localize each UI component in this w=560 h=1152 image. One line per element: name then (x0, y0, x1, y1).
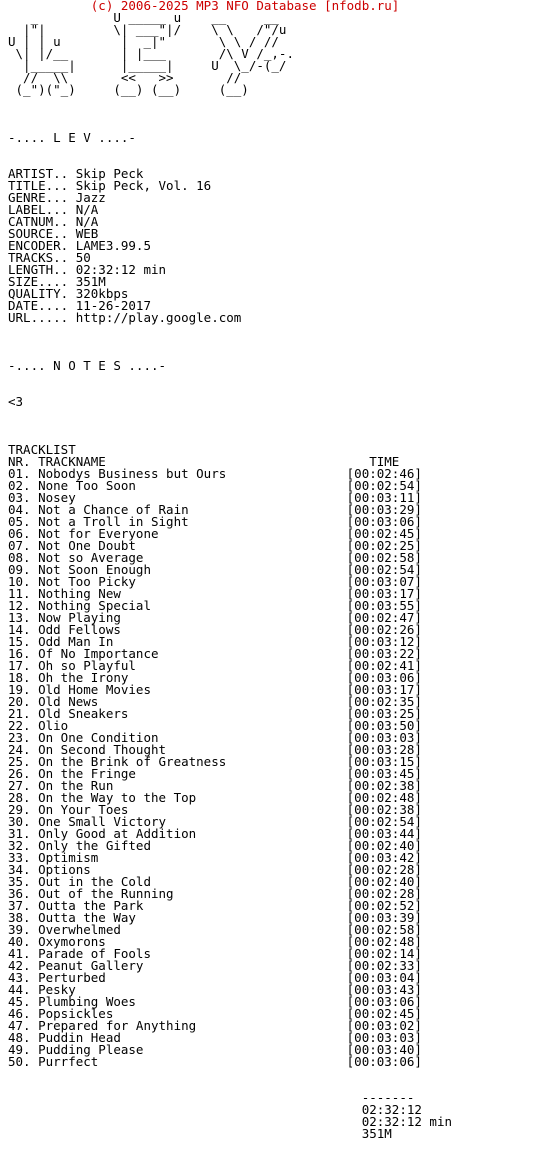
release-info-line: LENGTH.. 02:32:12 min (8, 262, 167, 277)
release-info-line: SIZE.... 351M (8, 274, 106, 289)
ascii-logo-line: U | | u | _|" \ \ / // (8, 34, 279, 49)
track-row: 28. On the Way to the Top [00:02:48] (8, 790, 422, 805)
release-info-line: TITLE... Skip Peck, Vol. 16 (8, 178, 212, 193)
track-row: 49. Pudding Please [00:03:40] (8, 1042, 422, 1057)
track-row: 19. Old Home Movies [00:03:17] (8, 682, 422, 697)
summary-total-size: 351M (8, 1126, 392, 1141)
tracklist-title: TRACKLIST (8, 442, 76, 457)
track-row: 36. Out of the Running [00:02:28] (8, 886, 422, 901)
track-row: 43. Perturbed [00:03:04] (8, 970, 422, 985)
track-row: 09. Not Soon Enough [00:02:54] (8, 562, 422, 577)
track-row: 22. Olio [00:03:50] (8, 718, 422, 733)
track-row: 04. Not a Chance of Rain [00:03:29] (8, 502, 422, 517)
blank-line (8, 384, 452, 396)
track-row: 35. Out in the Cold [00:02:40] (8, 874, 422, 889)
track-row: 46. Popsickles [00:02:45] (8, 1006, 422, 1021)
release-info-line: TRACKS.. 50 (8, 250, 91, 265)
site-header[interactable]: (c) 2006-2025 MP3 NFO Database [nfodb.ru] (8, 0, 400, 13)
track-row: 06. Not for Everyone [00:02:45] (8, 526, 422, 541)
track-row: 01. Nobodys Business but Ours [00:02:46] (8, 466, 422, 481)
blank-line (8, 372, 452, 384)
track-row: 39. Overwhelmed [00:02:58] (8, 922, 422, 937)
notes-text: <3 (8, 394, 24, 409)
release-info-line: DATE.... 11-26-2017 (8, 298, 151, 313)
track-row: 50. Purrfect [00:03:06] (8, 1054, 422, 1069)
track-row: 42. Peanut Gallery [00:02:33] (8, 958, 422, 973)
release-info-line: LABEL... N/A (8, 202, 99, 217)
track-row: 02. None Too Soon [00:02:54] (8, 478, 422, 493)
blank-line (8, 96, 452, 108)
track-row: 38. Outta the Way [00:03:39] (8, 910, 422, 925)
release-info-line: ENCODER. LAME3.99.5 (8, 238, 151, 253)
track-row: 21. Old Sneakers [00:03:25] (8, 706, 422, 721)
release-info-line: URL..... http://play.google.com (8, 310, 242, 325)
track-row: 17. Oh so Playful [00:02:41] (8, 658, 422, 673)
notes-section-title: -.... N O T E S ....- (8, 358, 167, 373)
ascii-logo-line: _ U _____ u __ __ (8, 10, 279, 25)
blank-line (8, 324, 452, 336)
track-row: 15. Odd Man In [00:03:12] (8, 634, 422, 649)
track-row: 44. Pesky [00:03:43] (8, 982, 422, 997)
track-row: 29. On Your Toes [00:02:38] (8, 802, 422, 817)
track-row: 10. Not Too Picky [00:03:07] (8, 574, 422, 589)
track-row: 48. Puddin Head [00:03:03] (8, 1030, 422, 1045)
summary-divider: ------- (8, 1090, 415, 1105)
track-row: 11. Nothing New [00:03:17] (8, 586, 422, 601)
ascii-logo-line: \| |/__ | |___ /\ V /_,-. (8, 46, 294, 61)
release-info-line: GENRE... Jazz (8, 190, 106, 205)
ascii-logo-line: |_____| |_____| U \_/-(_/ (8, 58, 287, 73)
track-row: 32. Only the Gifted [00:02:40] (8, 838, 422, 853)
summary-total-length: 02:32:12 min (8, 1114, 453, 1129)
track-row: 30. One Small Victory [00:02:54] (8, 814, 422, 829)
track-row: 27. On the Run [00:02:38] (8, 778, 422, 793)
ascii-logo-line: |"| \| ___"|/ \ \ /"/u (8, 22, 287, 37)
track-row: 24. On Second Thought [00:03:28] (8, 742, 422, 757)
track-row: 33. Optimism [00:03:42] (8, 850, 422, 865)
track-row: 26. On the Fringe [00:03:45] (8, 766, 422, 781)
track-row: 05. Not a Troll in Sight [00:03:06] (8, 514, 422, 529)
track-row: 34. Options [00:02:28] (8, 862, 422, 877)
release-info-line: SOURCE.. WEB (8, 226, 99, 241)
track-row: 37. Outta the Park [00:02:52] (8, 898, 422, 913)
summary-total-time: 02:32:12 (8, 1102, 422, 1117)
tracklist-header: NR. TRACKNAME TIME (8, 454, 400, 469)
track-row: 07. Not One Doubt [00:02:25] (8, 538, 422, 553)
ascii-logo-line: (_")("_) (__) (__) (__) (8, 82, 249, 97)
track-row: 08. Not so Average [00:02:58] (8, 550, 422, 565)
track-row: 41. Parade of Fools [00:02:14] (8, 946, 422, 961)
blank-line (8, 420, 452, 432)
track-row: 18. Oh the Irony [00:03:06] (8, 670, 422, 685)
track-row: 20. Old News [00:02:35] (8, 694, 422, 709)
blank-line (8, 1068, 452, 1080)
track-row: 31. Only Good at Addition [00:03:44] (8, 826, 422, 841)
blank-line (8, 144, 452, 156)
track-row: 25. On the Brink of Greatness [00:03:15] (8, 754, 422, 769)
track-row: 45. Plumbing Woes [00:03:06] (8, 994, 422, 1009)
blank-line (8, 108, 452, 120)
track-row: 23. On One Condition [00:03:03] (8, 730, 422, 745)
release-info-line: QUALITY. 320kbps (8, 286, 129, 301)
blank-line (8, 336, 452, 348)
track-row: 03. Nosey [00:03:11] (8, 490, 422, 505)
track-row: 47. Prepared for Anything [00:03:02] (8, 1018, 422, 1033)
nfo-document (8, 0, 452, 1140)
ascii-logo-line: // \\ << >> // (8, 70, 242, 85)
track-row: 12. Nothing Special [00:03:55] (8, 598, 422, 613)
blank-line (8, 408, 452, 420)
release-info-line: ARTIST.. Skip Peck (8, 166, 144, 181)
release-info-line: CATNUM.. N/A (8, 214, 99, 229)
track-row: 40. Oxymorons [00:02:48] (8, 934, 422, 949)
release-section-title: -.... L E V ....- (8, 130, 136, 145)
track-row: 13. Now Playing [00:02:47] (8, 610, 422, 625)
track-row: 16. Of No Importance [00:03:22] (8, 646, 422, 661)
track-row: 14. Odd Fellows [00:02:26] (8, 622, 422, 637)
